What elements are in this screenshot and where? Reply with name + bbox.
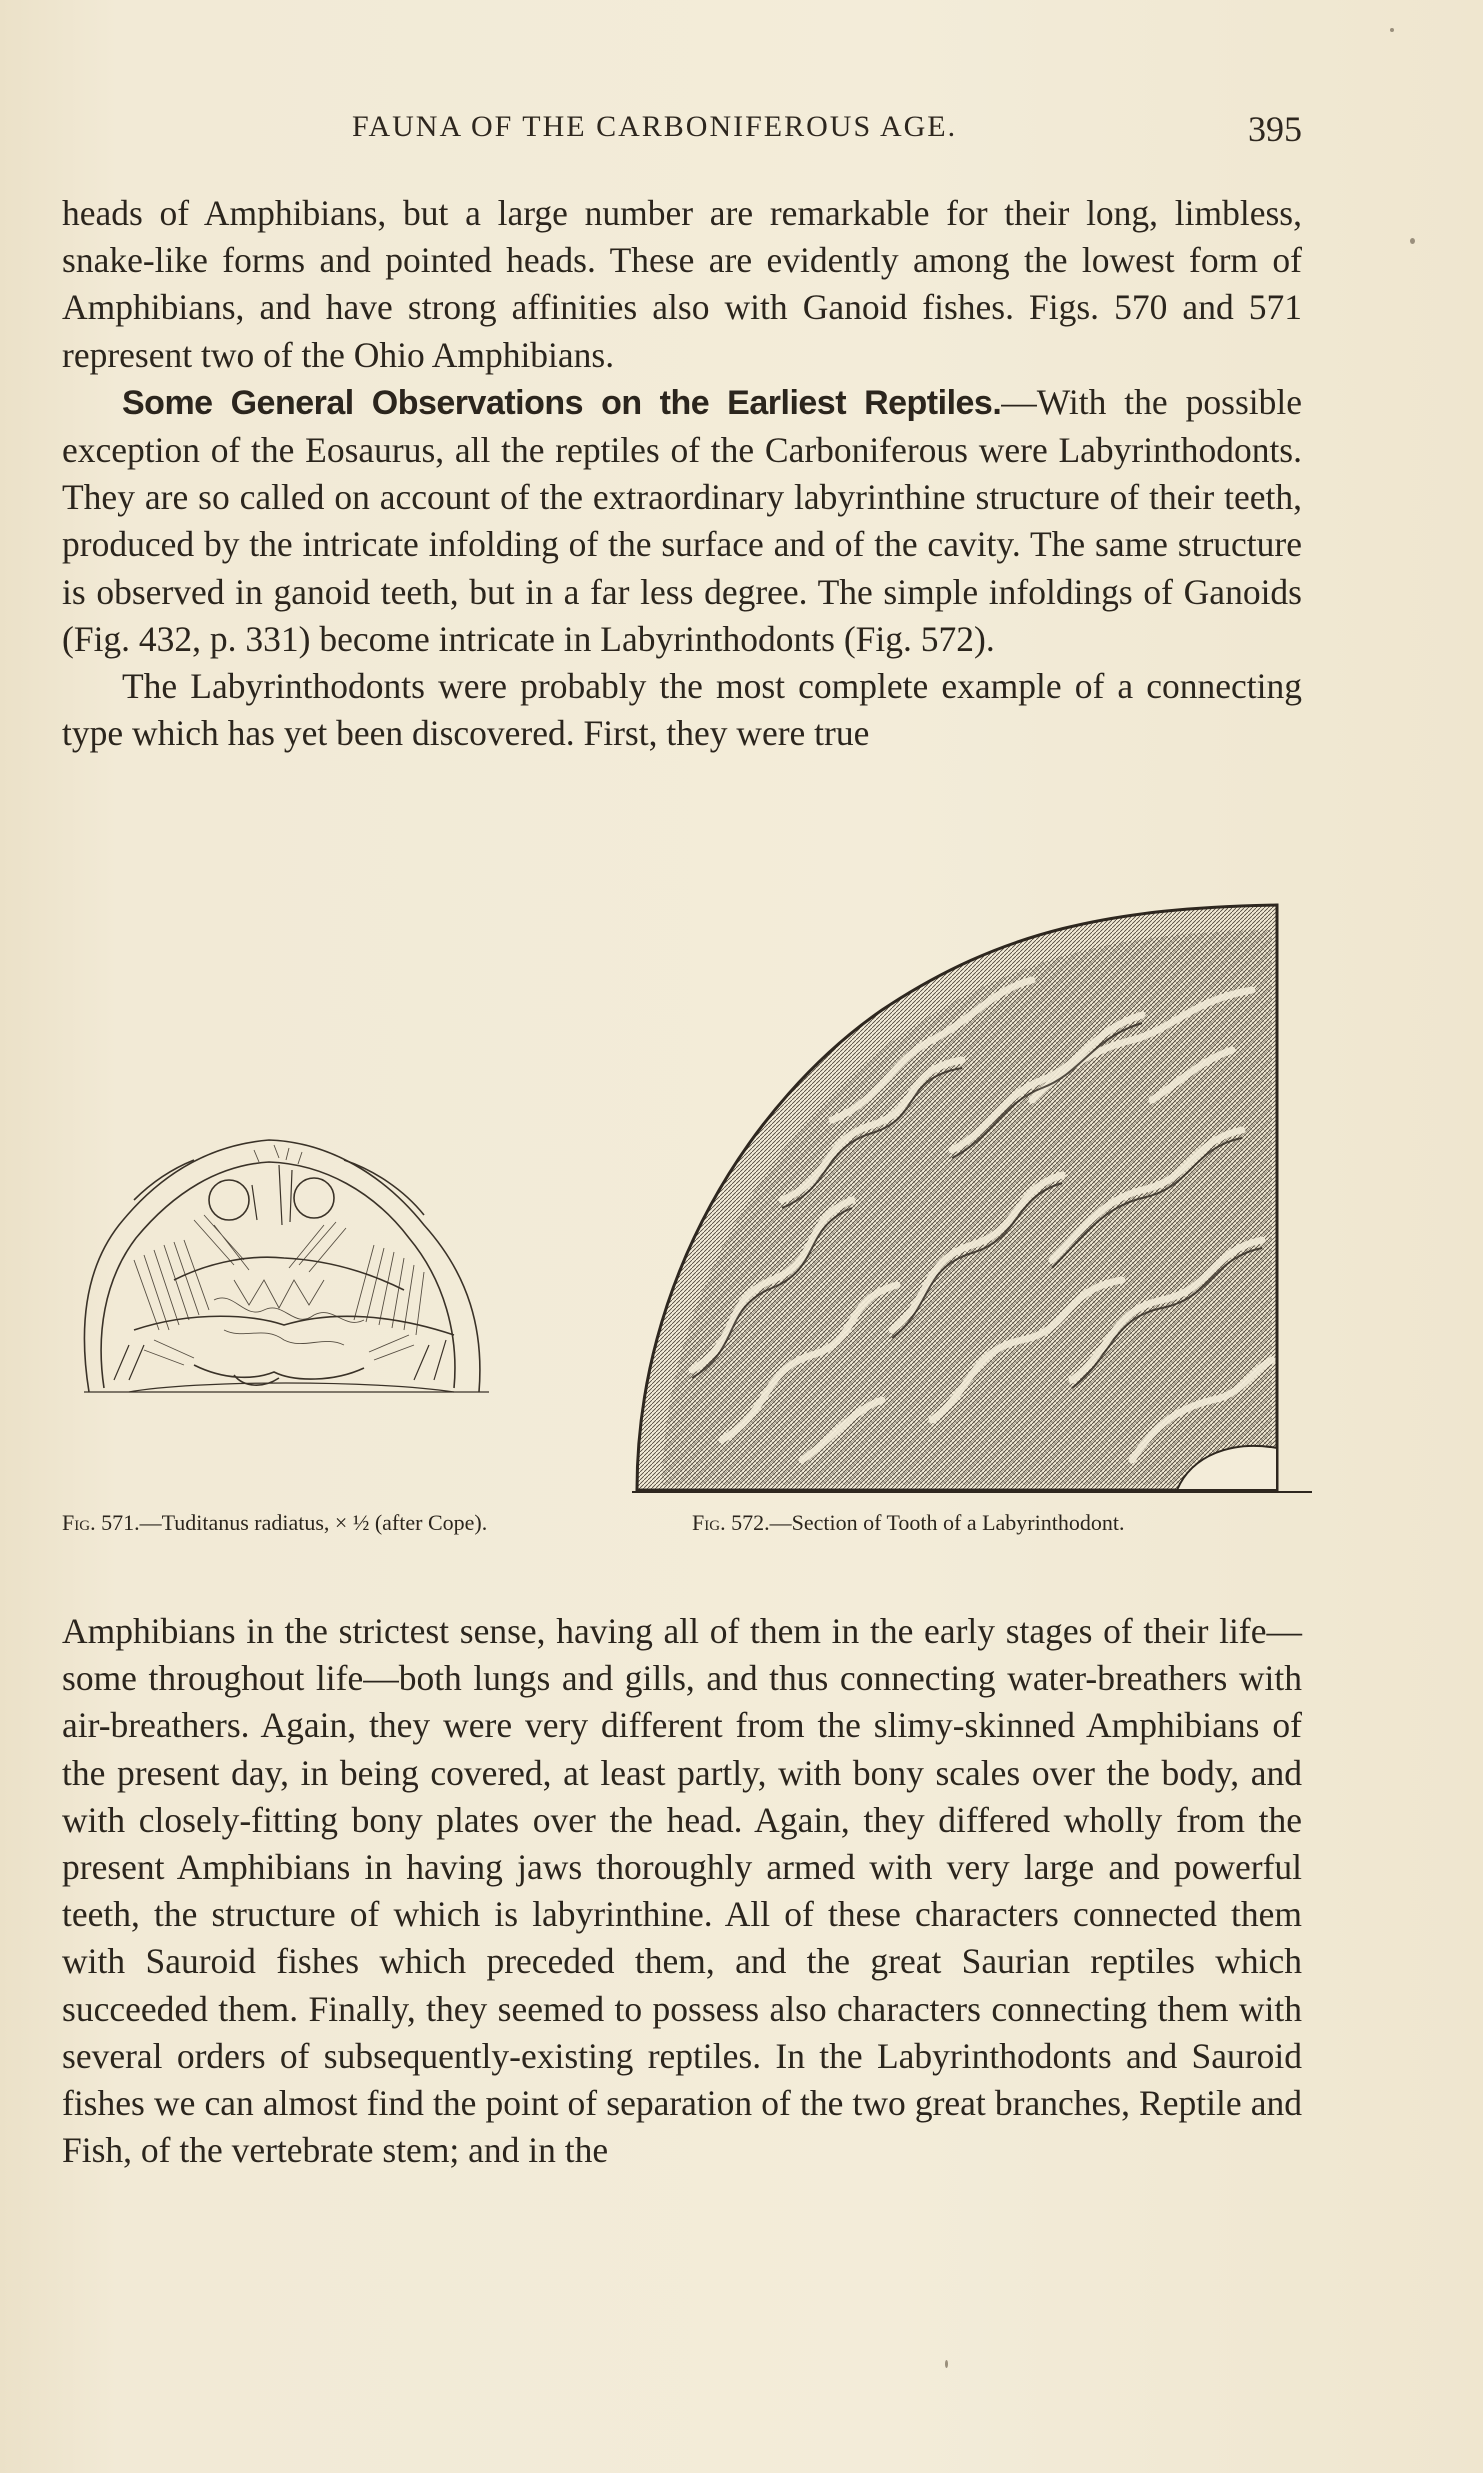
- figure-572-tooth-section-illustration: [632, 900, 1312, 1495]
- figure-571-label: Fig. 571.: [62, 1510, 140, 1535]
- page-number: 395: [1248, 109, 1302, 149]
- figure-571-caption: [62, 1510, 487, 1536]
- figure-572-caption: [692, 1510, 1124, 1536]
- paragraph-continuation: heads of Amphibians, but a large number are remarkable for their long, limbless, snake-like forms and pointed heads. These are evidently among the lowest form of Amphibians, and have strong affinities also with Ganoid fishes. Figs. 570 and 571 represent two of the Ohio Amphibians.: [62, 193, 1302, 375]
- lower-text-block: [62, 1608, 1302, 2174]
- paragraph-body: —With the possible exception of the Eosaurus, all the reptiles of the Carboniferous were Labyrinthodonts. They are so called on account of the extraordinary labyrinthine structure of their teeth, produced by the intricate infolding of the surface and of the cavity. The same structure is observed in ganoid teeth, but in a far less degree. The simple infoldings of Ganoids (Fig. 432, p. 331) become intricate in Labyrinthodonts (Fig. 572).: [62, 381, 1302, 659]
- figures-row: [62, 900, 1302, 1540]
- paper-speck: [1390, 28, 1394, 32]
- paragraph-labyrinthodonts: The Labyrinthodonts were probably the most complete example of a connecting type which has yet been discovered. First, they were true: [62, 666, 1302, 754]
- figure-572-caption-text: —Section of Tooth of a Labyrinthodont.: [769, 1510, 1125, 1535]
- paragraph-earliest-reptiles: [62, 379, 1302, 663]
- page-header: [62, 100, 1302, 160]
- running-head: FAUNA OF THE CARBONIFEROUS AGE.: [352, 110, 958, 143]
- section-heading: Some General Observations on the Earliest Reptiles.: [122, 383, 1002, 422]
- paragraph-amphibians: Amphibians in the strictest sense, having all of them in the early stages of their life—some throughout life—both lungs and gills, and thus connecting water-breathers with air-breathers. Again, they were very different from the slimy-skinned Amphibians of the present day, in being covered, at least partly, with bony scales over the body, and with closely-fitting bony plates over the head. Again, they differed wholly from the present Amphibians in having jaws thoroughly armed with very large and powerful teeth, the structure of which is labyrinthine. All of these characters connected them with Sauroid fishes which preceded them, and the great Saurian reptiles which succeeded them. Finally, they seemed to possess also characters connecting them with several orders of subsequently-existing reptiles. In the Labyrinthodonts and Sauroid fishes we can almost find the point of separation of the two great branches, Reptile and Fish, of the vertebrate stem; and in the: [62, 1611, 1302, 2171]
- figure-571-caption-text: —Tuditanus radiatus, × ½ (after Cope).: [139, 1510, 488, 1535]
- figure-572-label: Fig. 572.: [692, 1510, 770, 1535]
- paper-speck: [945, 2360, 948, 2368]
- figure-571-skull-illustration: [74, 1130, 529, 1400]
- paper-speck: [1410, 238, 1415, 244]
- upper-text-block: [62, 190, 1302, 757]
